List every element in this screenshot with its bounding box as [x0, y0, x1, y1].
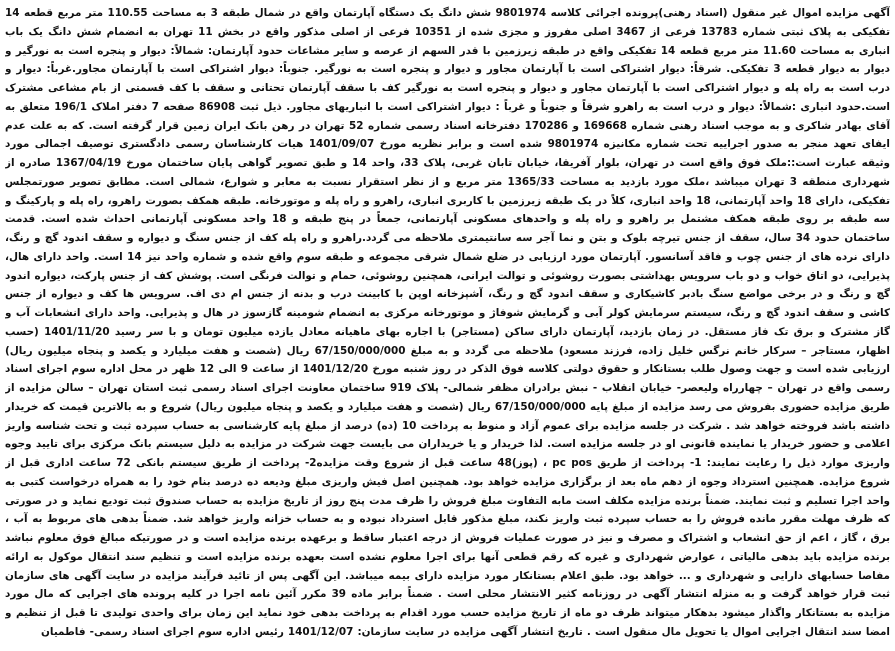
auction-notice-body: آگهی مزایده اموال غیر منقول (اسناد رهنی)پرونده اجرائی کلاسه 9801974 شش دانگ یک دستگاه آپارتمان واقع در شمال طبقه 3 به مساحت 110.55 متر مربع قطعه 14 تفکیکی به پلاک ثبتی شماره 13783 فرعی از 3467 اصلی مفروز و مجزی شده از 10351 فرعی از اصلی مذکور واقع در بخش 11 تهران به انضمام شش دانگ یک باب انباری به مساحت 11.60 متر مربع قطعه 14 تفکیکی واقع در طبقه زیرزمین با قدر السهم از عرصه و سایر مشاعات حدود آپارتمان: شمالاً: دیوار و پنجره است به نورگیر و دیوار به دیوار قطعه 3 تفکیکی. شرقاً: دیوار اشتراکی است با آپارتمان مجاور و دیوار و پنجره است به نورگیر. جنوباً: دیوار اشتراکی است با آپارتمان مجاور.غرباً: دیوار و درب است به راه پله و دیوار اشتراکی است با آپارتمان مجاور و دیوار و پنجره است به نورگیر کف با سقف آپارتمان تحتانی و سقف با کف قسمتی از بام مشاعی مشترک است.حدود انباری :شمالاً: دیوار و درب است به راهرو شرقاً و جنوباً و غرباً : دیوار اشتراکی است با انباریهای مجاور. ذیل ثبت 86908 صفحه 7 دفتر املاک 196/1 متعلق به آقای بهادر شاکری و به موجب اسناد رهنی شماره 169668 و 170286 دفترخانه اسناد رسمی شماره 52 تهران در رهن بانک ایران زمین قرار گرفته است. که به علت عدم ایفای تعهد منجر به صدور اجراییه تحت شماره مکانیزه 9801974 شده است و برابر نظریه مورخ 1401/09/07 هیات کارشناسان رسمی دادگستری توصیف اجمالی مورد وثیقه عبارت است::ملک فوق واقع است در تهران، بلوار آفریقا، خیابان تابان غربی، پلاک 33، واحد 14 و طبق تصویر گواهی پایان ساختمان مورخ 1367/04/19 صادره از شهرداری منطقه 3 تهران میباشد ،ملک مورد بازدید به مساحت 1365/33 متر مربع و از نظر استقرار نسبت به معابر و شوارع، شمالی است. مطابق تصویر صورتمجلس تفکیکی، دارای 18 واحد آپارتمانی، 18 واحد انباری، کلاً در یک طبقه زیرزمین با کاربری انباری، راهرو و راه پله و موتورخانه. طبقه همکف بصورت راهرو، راه پله و پارکینگ و سه طبقه بر روی طبقه همکف مشتمل بر راهرو و راه پله و واحدهای مسکونی آپارتمانی، جمعاً در پنج طبقه و 18 واحد مسکونی آپارتمانی احداث شده است. قدمت ساختمان حدود 34 سال، سقف از جنس تیرچه بلوک و بتن و نما آجر سه سانتیمتری ملاحظه می گردد.راهرو و راه پله کف از جنس سنگ و دیواره و سقف اندود گچ و رنگ، دارای نرده های از جنس چوب و فاقد آسانسور. آپارتمان مورد ارزیابی در ضلع شمال شرقی مجموعه و طبقه سوم واقع شده و شماره واحد نیز 14 است. واحد دارای هال، پذیرایی، دو اتاق خواب و دو باب سرویس بهداشتی بصورت روشوئی و توالت ایرانی، همچنین روشوئی، حمام و توالت فرنگی است. پوشش کف از جنس پارکت، دیواره اندود گچ و رنگ و در برخی مواضع سنگ بادبر کاشیکاری و سقف اندود گچ و رنگ، آشپزخانه اوپن با کابینت درب و بدنه از جنس ام دی اف. سرویس ها کف و دیواره از جنس کاشی و سقف اندود گچ و رنگ، سیستم سرمایش کولر آبی و گرمایش شوفاژ و موتورخانه مرکزی به انضمام شومینه گازسوز در هال و پذیرایی. واحد دارای انشعابات آب و گاز مشترک و برق تک فاز مستقل. در زمان بازدید، آپارتمان دارای ساکن (مستاجر) با اجاره بهای ماهیانه معادل یازده میلیون تومان و با سر رسید 1401/11/20 (حسب اظهار، مستاجر – سرکار خانم نرگس خلیل زاده، فرزند مسعود) ملاحظه می گردد و به مبلغ 67/150/000/000 ریال (شصت و هفت میلیارد و یکصد و پنجاه میلیون ریال) ارزیابی شده است و جهت وصول طلب بستانکار و حقوق دولتی کلاسه فوق الذکر در روز شنبه مورخ 1401/12/20 از ساعت 9 الی 12 ظهر در محل اداره سوم اجرای اسناد رسمی واقع در تهران – چهارراه ولیعصر- خیابان انقلاب - نبش برادران مظفر شمالی- پلاک 919 ساختمان معاونت اجرای اسناد رسمی ثبت استان تهران – سالن مزایده از طریق مزایده حضوری بفروش می رسد مزایده از مبلغ پایه 67/150/000/000 ریال (شصت و هفت میلیارد و یکصد و پنجاه میلیون ریال) شروع و به بالاترین قیمت که خریدار داشته باشد فروخته خواهد شد . شرکت در جلسه مزایده برای عموم آزاد و منوط به پرداخت 10 (ده) درصد از مبلغ پایه کارشناسی به حساب سپرده ثبت و تحت شناسه واریز اعلامی و حضور خریدار یا نماینده قانونی او در جلسه مزایده است. لذا خریدار و یا خریداران می بایست جهت شرکت در مزایده به دلیل سیستم بانک مرکزی برای تایید وجوه واریزی موارد ذیل را رعایت نمایند: 1- پرداخت از طریق pc pos ، (پوز)48 ساعت قبل از شروع وقت مزایده2- پرداخت از طریق سیستم بانکی 72 ساعت اداری قبل از شروع مزایده. همچنین استرداد وجوه از دهم ماه بعد از برگزاری مزایده خواهد بود. همچنین اصل فیش واریزی مبلغ ودیعه ده درصد بنام خود را به همراه درخواست کتبی به واحد اجرا تسلیم و ثبت نمایند. ضمناً برنده مزایده مکلف است مابه التفاوت مبلغ فروش را ظرف مدت پنج روز از تاریخ مزایده به حساب صندوق ثبت تودیع نماید و در صورتی که ظرف مهلت مقرر مانده فروش را به حساب سپرده ثبت واریز نکند، مبلغ مذکور قابل استرداد نبوده و به حساب خزانه واریز خواهد شد. ضمناً بدهی های مربوط به آب ، برق ، گاز ، اعم از حق انشعاب و اشتراک و مصرف و نیز در صورت عملیات فروش از درجه اعتبار ساقط و برعهده برنده مزایده است و در صورتیکه مبالغ فوق معلوم نباشد برنده مزایده باید بدهی مالیاتی ، عوارض شهرداری و غیره که رقم قطعی آنها برای اجرا معلوم نشده است بعهده برنده مزایده است و تنظیم سند انتقال موکول به ارائه مفاصا حسابهای دارایی و شهرداری و ... خواهد بود. طبق اعلام بستانکار مورد مزایده دارای بیمه میباشد. این آگهی پس از تائید فرآیند مزایده در سایت آگهی های سازمان ثبت قرار خواهد گرفت و به منزله انتشار آگهی در روزنامه کثیر الانتشار محلی است . ضمناً برابر ماده 39 مکرر آئین نامه اجرا در کلیه پرونده های اجرایی که مال مورد مزایده به بستانکار واگذار میشود بدهکار میتواند ظرف دو ماه از تاریخ مزایده حسب مورد اقدام به پرداخت بدهی خود نماید این زمان برای واحدی تولیدی تا قبل از تنظیم و امضا سند انتقال اجرایی اموال یا تحویل مال منقول است . تاریخ انتشار آگهی مزایده در سایت سازمان: 1401/12/07 رئیس اداره سوم اجرای اسناد رسمی- فاطمیان [5, 7, 890, 638]
auction-notice [5, 4, 890, 647]
